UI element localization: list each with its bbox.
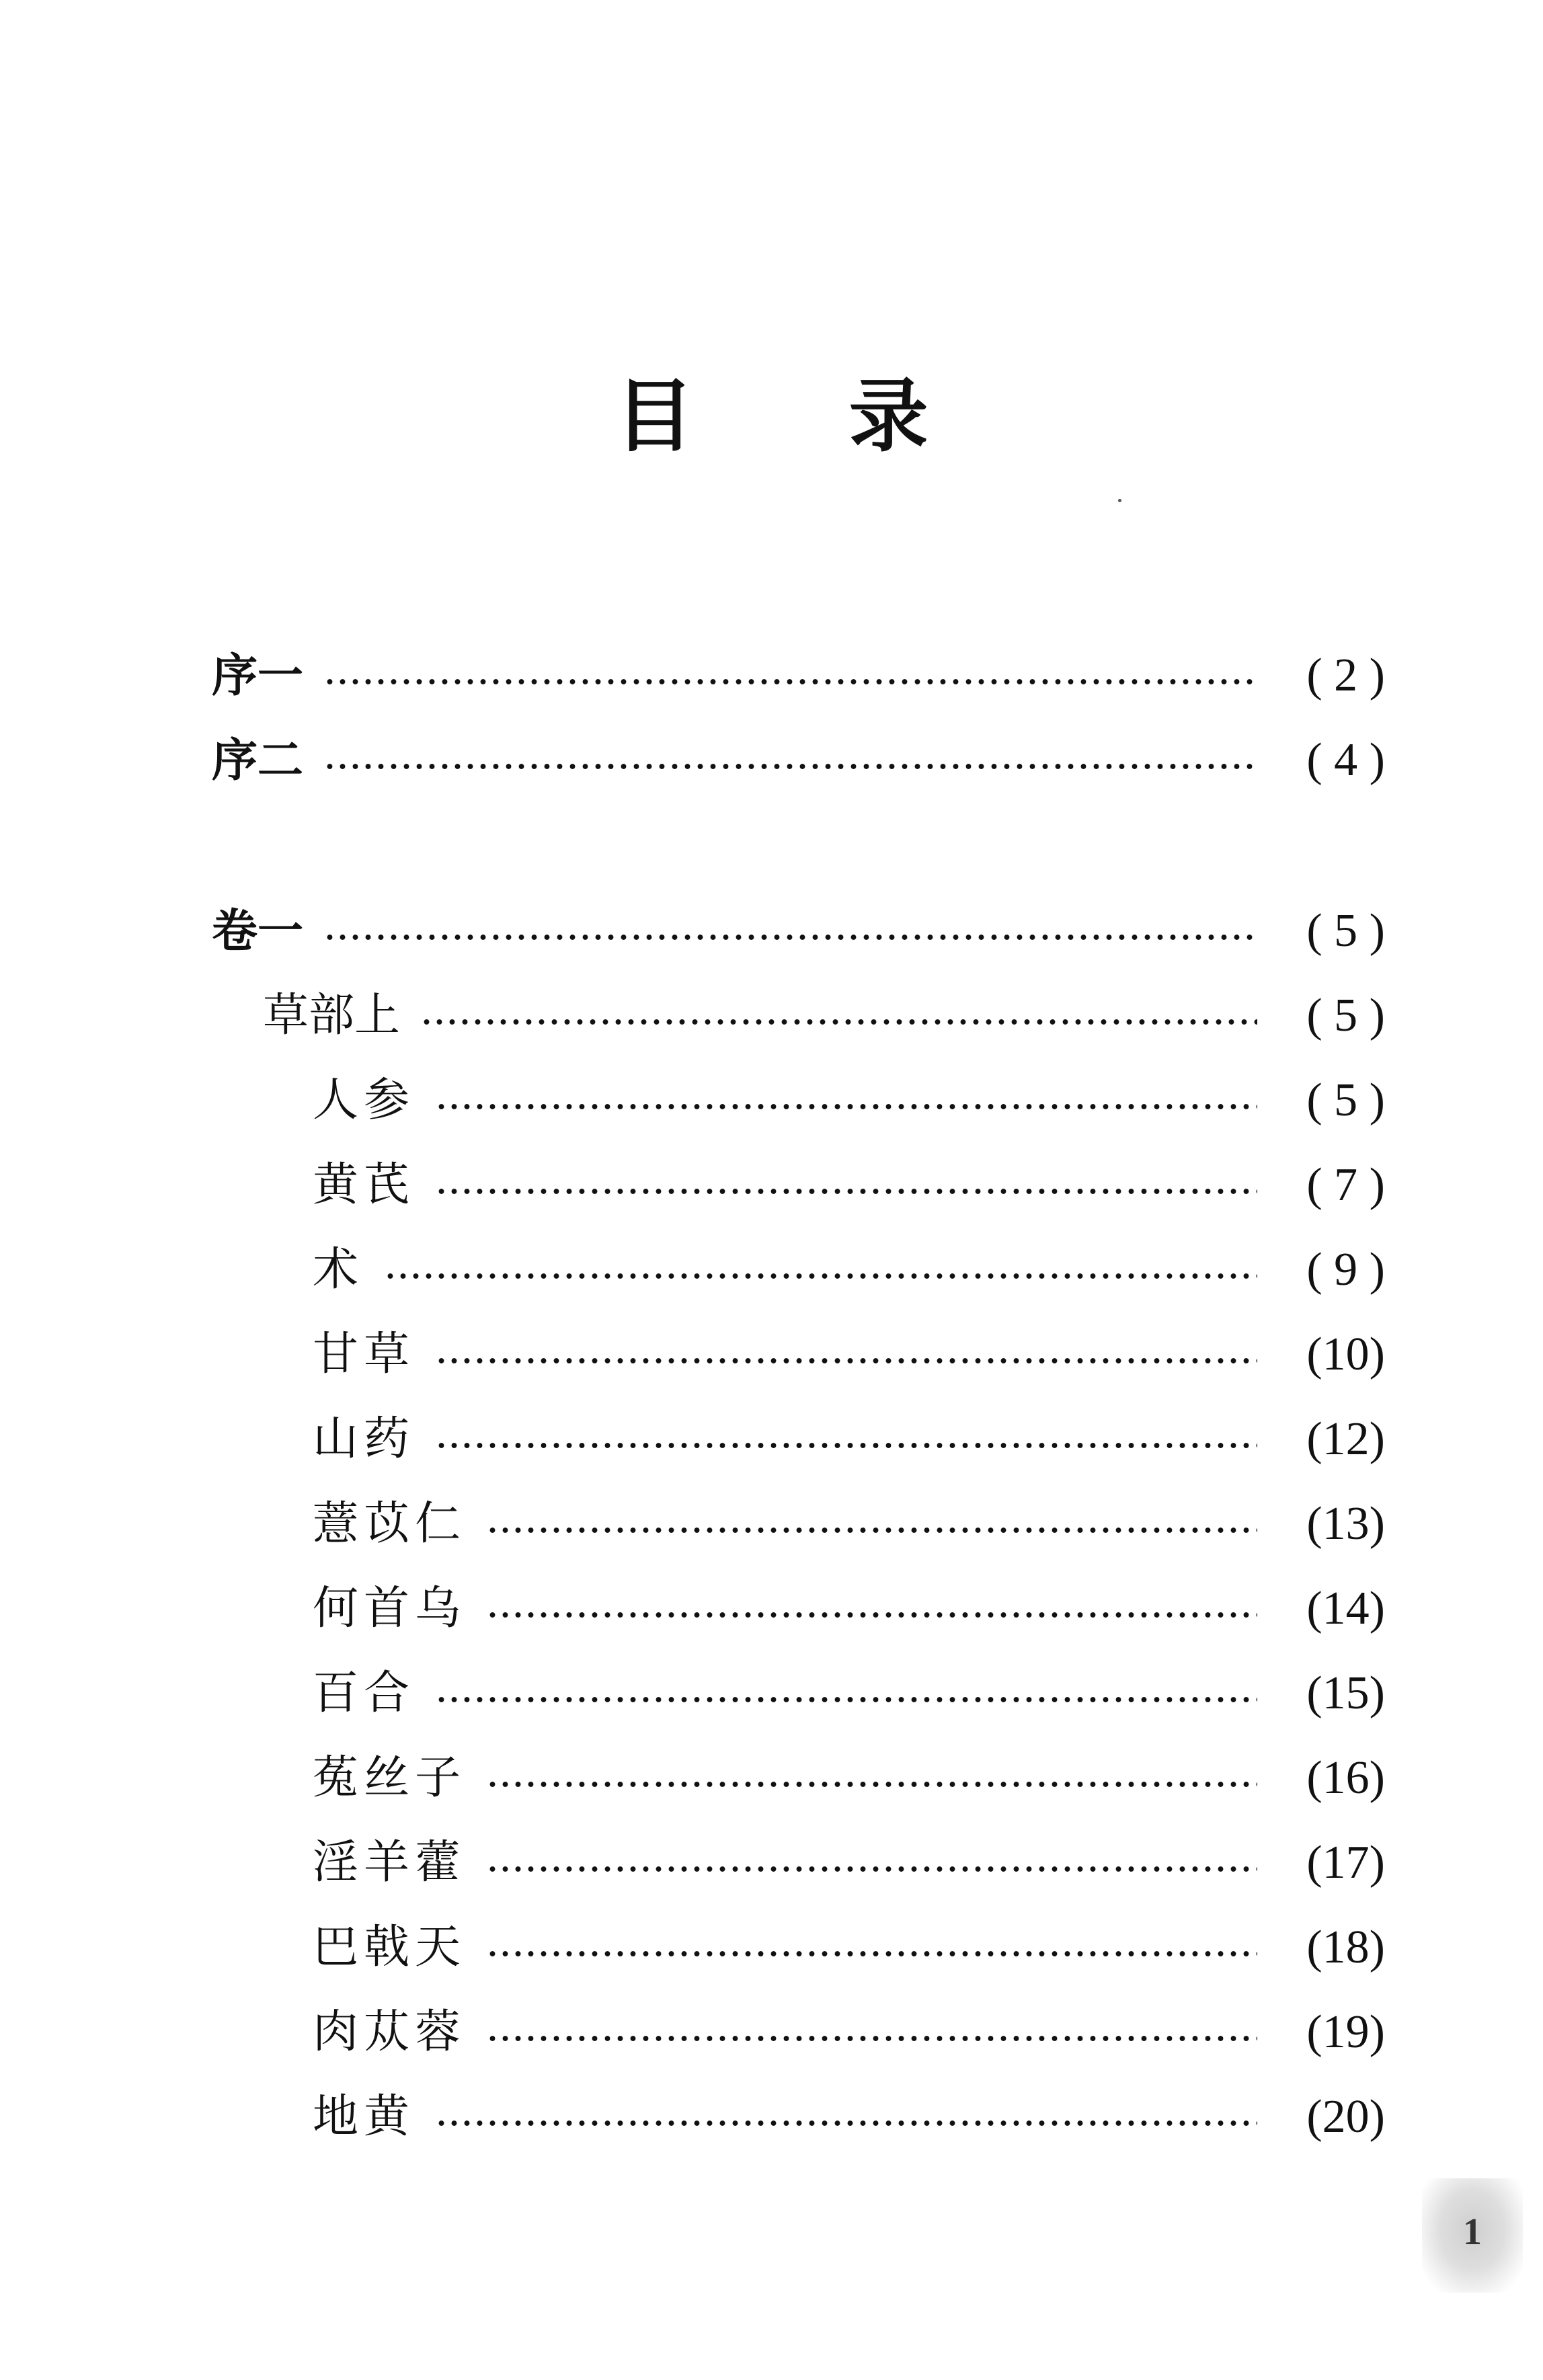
toc-entry-item[interactable] — [212, 1402, 1385, 1476]
page-number-badge — [1422, 2178, 1523, 2293]
dot-leader — [435, 1187, 1257, 1195]
dot-leader — [435, 1357, 1257, 1365]
toc-entry-label: 术 — [313, 1243, 364, 1296]
toc-entry-item[interactable] — [212, 1318, 1385, 1392]
toc-entry-page: (19) — [1306, 2006, 1385, 2058]
toc-entry-label: 何首乌 — [313, 1582, 467, 1635]
toc-entry-item[interactable] — [212, 1572, 1385, 1646]
dot-leader — [435, 1441, 1257, 1450]
toc-entry-item[interactable] — [212, 2080, 1385, 2154]
toc-entry-page: ( 5 ) — [1306, 1074, 1385, 1126]
dot-leader — [323, 678, 1257, 686]
dot-leader — [486, 2034, 1257, 2042]
page-title — [0, 369, 1543, 463]
toc-entry-page: ( 2 ) — [1306, 649, 1385, 701]
toc-entry-label: 百合 — [313, 1667, 416, 1720]
dot-leader — [486, 1611, 1257, 1619]
dot-leader — [486, 1950, 1257, 1958]
toc-entry-item[interactable] — [212, 1995, 1385, 2069]
toc-entry-section[interactable] — [212, 979, 1385, 1053]
toc-entry-item[interactable] — [212, 1911, 1385, 1985]
toc-entry-item[interactable] — [212, 1148, 1385, 1222]
toc-entry-label: 淫羊藿 — [313, 1836, 467, 1889]
toc-entry-page: (20) — [1306, 2091, 1385, 2143]
toc-entry-page: (10) — [1306, 1328, 1385, 1380]
title-char-1: 目 — [615, 369, 695, 463]
toc-entry-label: 人参 — [313, 1074, 416, 1127]
toc-entry-label: 序一 — [212, 649, 304, 703]
dot-leader — [486, 1526, 1257, 1534]
toc-entry-item[interactable] — [212, 1064, 1385, 1138]
toc-entry-label: 巴戟天 — [313, 1921, 467, 1974]
toc-entry-page: (16) — [1306, 1752, 1385, 1804]
toc-entry-page: ( 7 ) — [1306, 1159, 1385, 1211]
dot-leader — [435, 1103, 1257, 1111]
toc-entry-label: 序二 — [212, 733, 304, 787]
toc-entry-label: 草部上 — [263, 989, 401, 1042]
dot-leader — [486, 1780, 1257, 1788]
toc-entry-page: (15) — [1306, 1667, 1385, 1719]
toc-entry-label: 山药 — [313, 1413, 416, 1466]
toc-entry-label: 地黄 — [313, 2090, 416, 2143]
toc-entry-label: 肉苁蓉 — [313, 2006, 467, 2059]
toc-entry-page: (13) — [1306, 1498, 1385, 1550]
toc-entry-preface-1[interactable] — [212, 639, 1385, 713]
toc-entry-item[interactable] — [212, 1657, 1385, 1731]
toc-entry-label: 黄芪 — [313, 1158, 416, 1212]
toc-entry-page: (12) — [1306, 1413, 1385, 1465]
toc-entry-item[interactable] — [212, 1487, 1385, 1561]
dot-leader — [323, 933, 1257, 941]
scan-speck — [1118, 499, 1121, 502]
toc-entry-item[interactable] — [212, 1233, 1385, 1307]
dot-leader — [420, 1018, 1257, 1026]
toc-entry-page: (14) — [1306, 1583, 1385, 1634]
toc-entry-volume-1[interactable] — [212, 894, 1385, 968]
page-number: 1 — [1463, 2211, 1482, 2253]
toc-entry-page: (18) — [1306, 1921, 1385, 1973]
toc-entry-page: (17) — [1306, 1837, 1385, 1889]
dot-leader — [486, 1865, 1257, 1873]
toc-entry-item[interactable] — [212, 1826, 1385, 1900]
toc-entry-preface-2[interactable] — [212, 723, 1385, 797]
dot-leader — [435, 2119, 1257, 2127]
toc-entry-label: 薏苡仁 — [313, 1497, 467, 1550]
dot-leader — [384, 1272, 1257, 1280]
toc-entry-label: 卷一 — [212, 904, 304, 958]
toc-entry-page: ( 9 ) — [1306, 1244, 1385, 1296]
toc-entry-label: 菟丝子 — [313, 1751, 467, 1804]
toc-entry-item[interactable] — [212, 1741, 1385, 1815]
dot-leader — [435, 1696, 1257, 1704]
dot-leader — [323, 762, 1257, 770]
toc-entry-page: ( 5 ) — [1306, 990, 1385, 1041]
toc-entry-page: ( 5 ) — [1306, 905, 1385, 957]
toc-entry-page: ( 4 ) — [1306, 734, 1385, 786]
title-char-2: 录 — [848, 369, 928, 463]
toc-entry-label: 甘草 — [313, 1328, 416, 1381]
